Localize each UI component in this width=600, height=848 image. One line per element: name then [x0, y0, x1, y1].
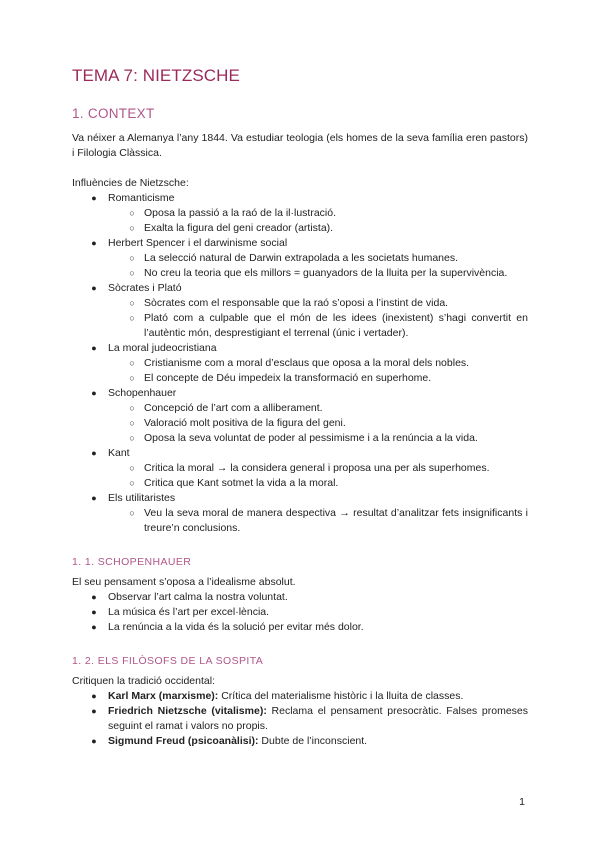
list-item: ○ Sòcrates com el responsable que la raó s’oposi a l’instint de vida.: [72, 296, 528, 311]
bullet-icon: ●: [91, 592, 97, 602]
bullet-icon: ●: [91, 691, 97, 701]
bullet-icon: ○: [129, 403, 135, 413]
sospita-intro: Critiquen la tradició occidental:: [72, 675, 215, 687]
list-item: ● Romanticisme ○ Oposa la passió a la raó de la il·lustració. ○ Exalta la figura del geni creador (artista).: [72, 191, 528, 236]
list-item: ○ La selecció natural de Darwin extrapolada a les societats humanes.: [72, 251, 528, 266]
list-item: ● La música és l’art per excel·lència.: [72, 605, 528, 620]
list-item: ● La renúncia a la vida és la solució per evitar més dolor.: [72, 620, 528, 635]
list-item: ○ Veu la seva moral de manera despectiva → resultat d’analitzar fets insignificants i treure’n conclusions.: [72, 506, 528, 536]
bullet-icon: ●: [91, 706, 97, 716]
bullet-icon: ●: [91, 448, 97, 458]
bullet-icon: ○: [129, 373, 135, 383]
list-item: ○ Critica que Kant sotmet la vida a la moral.: [72, 476, 528, 491]
bullet-icon: ○: [129, 358, 135, 368]
bullet-icon: ●: [91, 193, 97, 203]
bullet-icon: ○: [129, 478, 135, 488]
bullet-icon: ●: [91, 343, 97, 353]
bullet-icon: ○: [129, 463, 135, 473]
list-item: ● Karl Marx (marxisme): Crítica del materialisme històric i la lluita de classes.: [72, 689, 528, 704]
list-item: ○ Plató com a culpable que el món de les idees (inexistent) s’hagi convertit en l’autèntic món, desprestigiant el terrenal (únic i vertader).: [72, 311, 528, 341]
bullet-icon: ○: [129, 433, 135, 443]
list-item: ● Friedrich Nietzsche (vitalisme): Reclama el pensament presocràtic. Falses promeses seguint el ramat i valors no propis.: [72, 704, 528, 734]
list-item: ○ Oposa la seva voluntat de poder al pessimisme i a la renúncia a la vida.: [72, 431, 528, 446]
bullet-icon: ○: [129, 298, 135, 308]
bullet-icon: ●: [91, 736, 97, 746]
list-item: ○ Exalta la figura del geni creador (artista).: [72, 221, 528, 236]
bullet-icon: ●: [91, 238, 97, 248]
influences-list: [72, 191, 528, 536]
sospita-list: [72, 689, 528, 749]
list-item: ● Sigmund Freud (psicoanàlisi): Dubte de l’inconscient.: [72, 734, 528, 749]
list-item: ● Sòcrates i Plató ○ Sòcrates com el responsable que la raó s’oposi a l’instint de vida. ○ Plató com a culpable que el món de les idees (inexistent) s’hagi convertit en l’autèntic món, desprestigiant el terrenal (únic i vertader).: [72, 281, 528, 341]
list-item: ● Schopenhauer ○ Concepció de l’art com a alliberament. ○ Valoració molt positiva de la figura del geni. ○ Oposa la seva voluntat de poder al pessimisme i a la renúncia a la vida.: [72, 386, 528, 446]
bullet-icon: ●: [91, 622, 97, 632]
bullet-icon: ○: [129, 268, 135, 278]
influences-label: Influències de Nietzsche:: [72, 177, 189, 189]
list-item: ● Herbert Spencer i el darwinisme social ○ La selecció natural de Darwin extrapolada a les societats humanes. ○ No creu la teoria que els millors = guanyadors de la lluita per la supervivència.: [72, 236, 528, 281]
list-item: ○ Cristianisme com a moral d’esclaus que oposa a la moral dels nobles.: [72, 356, 528, 371]
bullet-icon: ●: [91, 388, 97, 398]
list-item: ● Els utilitaristes ○ Veu la seva moral de manera despectiva → resultat d’analitzar fets insignificants i treure’n conclusions.: [72, 491, 528, 536]
list-item: ● Observar l’art calma la nostra voluntat.: [72, 590, 528, 605]
list-item: ○ Critica la moral → la considera general i proposa una per als superhomes.: [72, 461, 528, 476]
schopenhauer-heading: 1. 1. SCHOPENHAUER: [72, 556, 192, 568]
bullet-icon: ○: [129, 418, 135, 428]
list-item: ● La moral judeocristiana ○ Cristianisme com a moral d’esclaus que oposa a la moral dels nobles. ○ El concepte de Déu impedeix la transformació en superhome.: [72, 341, 528, 386]
list-item: ○ Oposa la passió a la raó de la il·lustració.: [72, 206, 528, 221]
bullet-icon: ●: [91, 493, 97, 503]
bullet-icon: ○: [129, 253, 135, 263]
bullet-icon: ●: [91, 283, 97, 293]
list-item: ○ Concepció de l’art com a alliberament.: [72, 401, 528, 416]
list-item: ● Kant ○ Critica la moral → la considera general i proposa una per als superhomes. ○ Critica que Kant sotmet la vida a la moral.: [72, 446, 528, 491]
list-item: ○ No creu la teoria que els millors = guanyadors de la lluita per la supervivència.: [72, 266, 528, 281]
bullet-icon: ○: [129, 313, 135, 323]
schopenhauer-intro: El seu pensament s’oposa a l’idealisme absolut.: [72, 576, 296, 588]
bullet-icon: ○: [129, 208, 135, 218]
document-page: [72, 66, 528, 749]
bullet-icon: ●: [91, 607, 97, 617]
page-number: 1: [519, 796, 525, 808]
list-item: ○ Valoració molt positiva de la figura del geni.: [72, 416, 528, 431]
page-title: TEMA 7: NIETZSCHE: [72, 66, 240, 85]
bullet-icon: ○: [129, 508, 135, 518]
sospita-heading: 1. 2. ELS FILÒSOFS DE LA SOSPITA: [72, 655, 264, 667]
bullet-icon: ○: [129, 223, 135, 233]
context-heading: 1. CONTEXT: [72, 106, 155, 121]
context-intro: Va néixer a Alemanya l’any 1844. Va estudiar teologia (els homes de la seva família eren pastors) i Filologia Clàssica.: [72, 132, 528, 159]
list-item: ○ El concepte de Déu impedeix la transformació en superhome.: [72, 371, 528, 386]
schopenhauer-list: [72, 590, 528, 635]
